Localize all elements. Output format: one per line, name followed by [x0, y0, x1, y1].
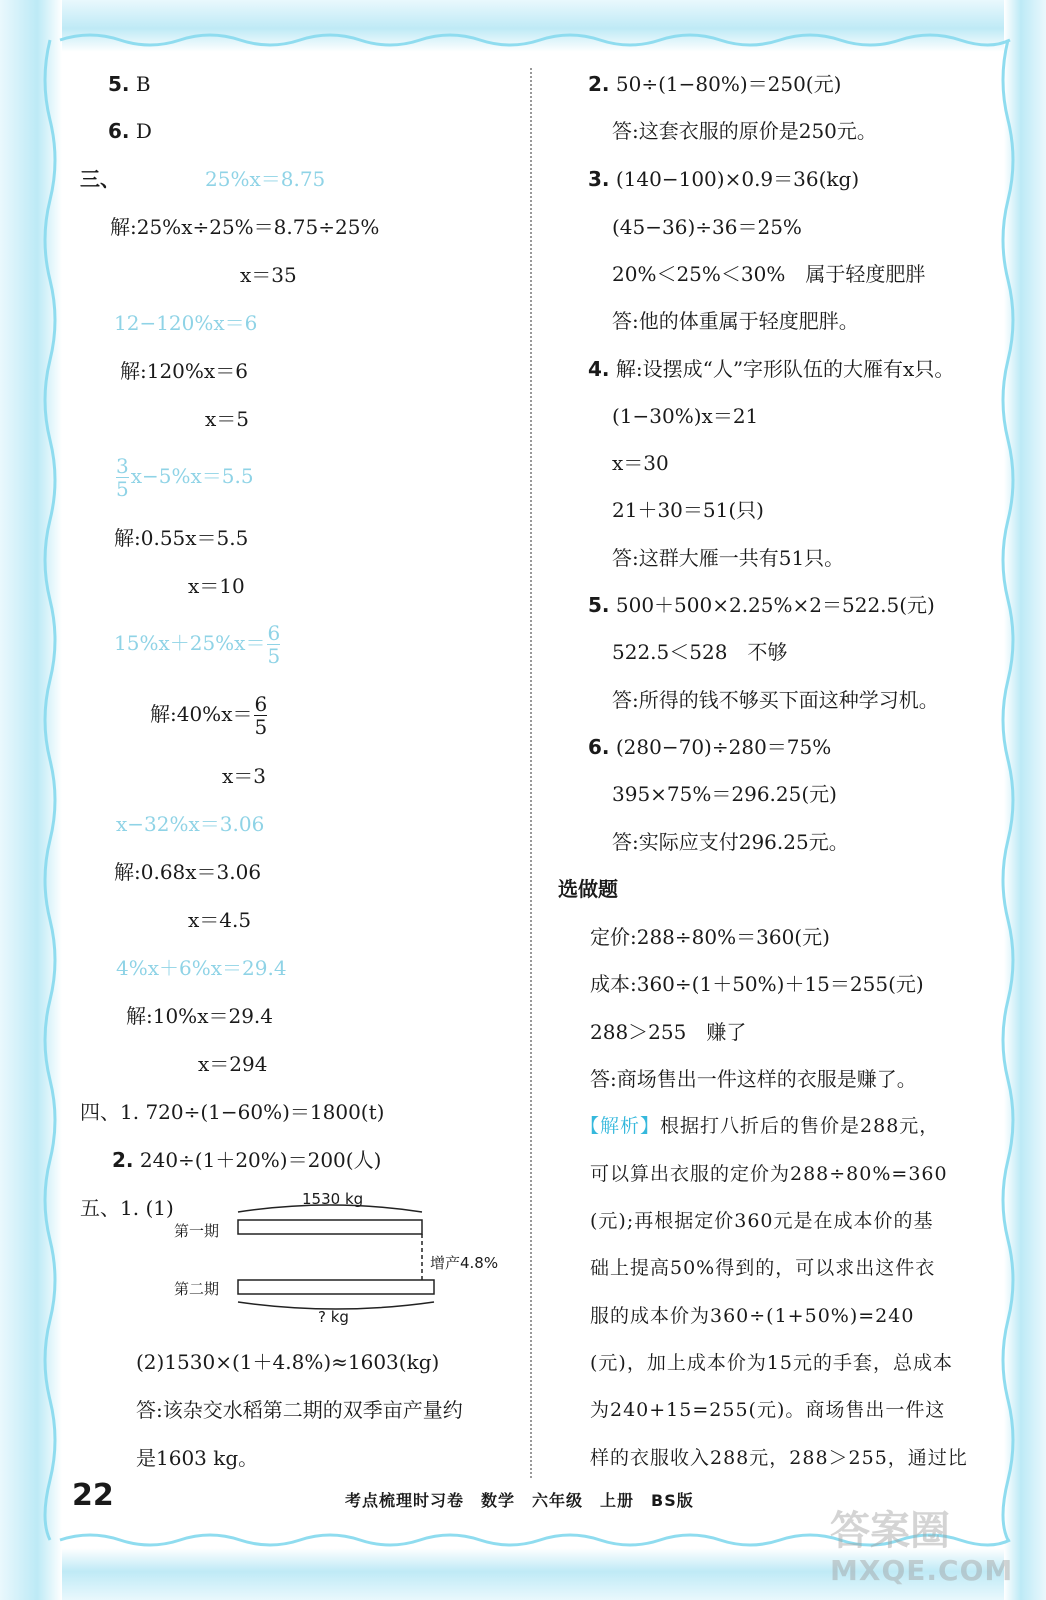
- solution-line: 解:120%x＝6: [120, 359, 248, 383]
- answer-item: 6. (280−70)÷280＝75%: [588, 735, 832, 759]
- section-heading: 选做题: [558, 877, 618, 901]
- solution-line: 21＋30＝51(只): [612, 498, 764, 522]
- answer-item: 5. 500＋500×2.25%×2＝522.5(元): [588, 593, 935, 617]
- equation: 15%x＋25%x＝ $\frac{6}{5}$: [114, 621, 281, 668]
- solution-line: (2)1530×(1＋4.8%)≈1603(kg): [136, 1350, 440, 1374]
- solution-line: 解:0.68x＝3.06: [114, 860, 262, 884]
- diagram-label-row2: 第二期: [174, 1280, 220, 1298]
- solution-line: x＝10: [188, 574, 245, 598]
- fraction: $\frac{6}{5}$: [254, 692, 268, 739]
- answer-item: 5. B: [108, 72, 151, 96]
- solution-line: 解:25%x÷25%＝8.75÷25%: [110, 215, 380, 239]
- explanation-line: 样的衣服收入288元，288＞255，通过比: [590, 1447, 968, 1469]
- solution-line: (45−36)÷36＝25%: [612, 215, 802, 239]
- answer-line: 答:商场售出一件这样的衣服是赚了。: [590, 1067, 917, 1091]
- answer-line: 答:他的体重属于轻度肥胖。: [612, 309, 859, 333]
- diagram-label-row1: 第一期: [174, 1222, 220, 1240]
- answer-item: 4. 解:设摆成“人”字形队伍的大雁有x只。: [588, 357, 955, 381]
- diagram-label-top: 1530 kg: [302, 1190, 364, 1208]
- solution-line: x＝35: [240, 263, 297, 287]
- answer-line: 答:所得的钱不够买下面这种学习机。: [612, 688, 939, 712]
- diagram-label-bottom: ? kg: [318, 1308, 349, 1326]
- solution-line: 成本:360÷(1＋50%)＋15＝255(元): [590, 972, 924, 996]
- answer-line: 答:实际应支付296.25元。: [612, 830, 849, 854]
- solution-line: 解:10%x＝29.4: [126, 1004, 274, 1028]
- solution-line: 522.5＜528 不够: [612, 640, 788, 664]
- equation: x−32%x＝3.06: [116, 812, 265, 836]
- solution-line: 解:0.55x＝5.5: [114, 526, 249, 550]
- watermark-url: MXQE.COM: [830, 1554, 1014, 1587]
- solution-line: 20%＜25%＜30% 属于轻度肥胖: [612, 262, 926, 286]
- answer-line: 答:该杂交水稻第二期的双季亩产量约: [136, 1398, 463, 1422]
- answer-item: 四、1. 720÷(1−60%)＝1800(t): [80, 1100, 385, 1124]
- explanation-line: 为240+15=255(元)。商场售出一件这: [590, 1399, 946, 1421]
- equation: 12−120%x＝6: [114, 311, 258, 335]
- equation: 4%x＋6%x＝29.4: [116, 956, 287, 980]
- solution-line: x＝30: [612, 451, 669, 475]
- solution-line: (1−30%)x＝21: [612, 404, 759, 428]
- solution-line: 定价:288÷80%＝360(元): [590, 925, 830, 949]
- answer-item: 2. 240÷(1＋20%)＝200(人): [112, 1148, 382, 1172]
- section-heading: 三、: [80, 167, 120, 191]
- page-number: 22: [72, 1478, 114, 1513]
- explanation-line: (元);再根据定价360元是在成本价的基: [590, 1210, 934, 1232]
- answer-line: 答:这套衣服的原价是250元。: [612, 119, 877, 143]
- explanation-line: 【解析】根据打八折后的售价是288元，: [580, 1115, 940, 1137]
- equation: 25%x＝8.75: [205, 167, 326, 191]
- watermark-text: 答案圈: [830, 1508, 950, 1554]
- equation: $\frac{3}{5}$ x−5%x＝5.5: [116, 454, 254, 501]
- book-title: 考点梳理时习卷 数学 六年级 上册 BS版: [345, 1491, 694, 1510]
- solution-line: 288＞255 赚了: [590, 1020, 747, 1044]
- answer-line: 是1603 kg。: [136, 1446, 259, 1470]
- answer-item: 2. 50÷(1−80%)＝250(元): [588, 72, 842, 96]
- answer-line: 答:这群大雁一共有51只。: [612, 546, 845, 570]
- explanation-line: 础上提高50%得到的，可以求出这件衣: [590, 1257, 936, 1279]
- diagram-label-increase: 增产4.8%: [430, 1254, 499, 1272]
- solution-line: x＝294: [198, 1052, 268, 1076]
- fraction: $\frac{3}{5}$: [116, 454, 129, 501]
- explanation-line: (元)，加上成本价为15元的手套，总成本: [590, 1352, 954, 1374]
- watermark-logo: [830, 1508, 1014, 1598]
- explanation-line: 服的成本价为360÷(1+50%)=240: [590, 1305, 915, 1327]
- column-divider: [530, 68, 532, 1478]
- solution-line: x＝4.5: [188, 908, 252, 932]
- answer-item: 3. (140−100)×0.9＝36(kg): [588, 167, 860, 191]
- solution-line: x＝3: [222, 764, 267, 788]
- answer-item: 6. D: [108, 119, 152, 143]
- answer-item: 五、1. (1): [80, 1196, 174, 1220]
- line-segment-diagram: [170, 1190, 520, 1340]
- explanation-tag: 【解析】: [580, 1115, 661, 1137]
- solution-line: x＝5: [205, 407, 250, 431]
- explanation-line: 可以算出衣服的定价为288÷80%=360: [590, 1163, 948, 1185]
- solution-line: 解:40%x＝ $\frac{6}{5}$: [150, 692, 268, 739]
- solution-line: 395×75%＝296.25(元): [612, 782, 837, 806]
- fraction: $\frac{6}{5}$: [267, 621, 281, 668]
